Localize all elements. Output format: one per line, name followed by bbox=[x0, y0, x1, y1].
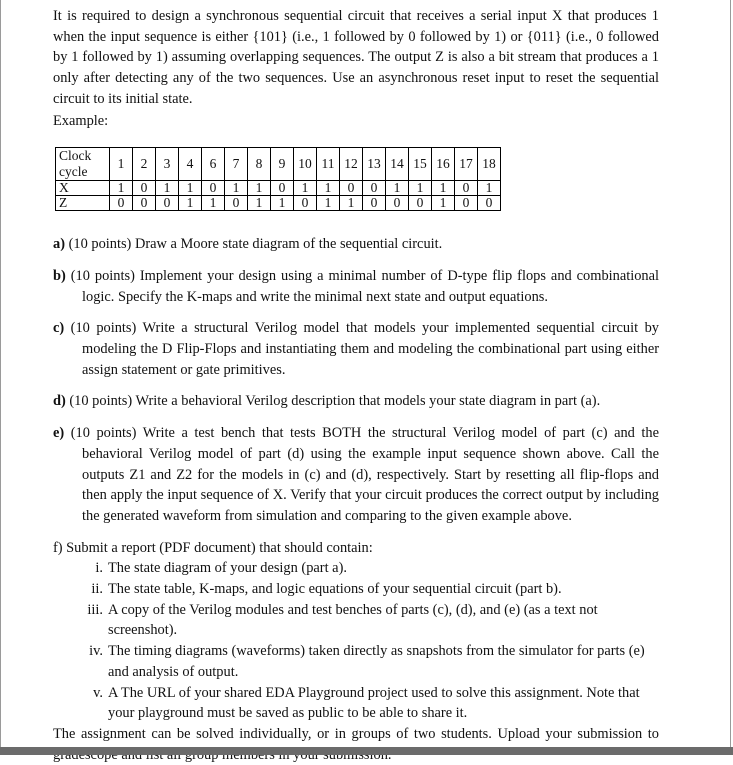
question-text: Write a structural Verilog model that models your implemented sequential circuit by modeling the D Flip-Flops and instantiating them and modeling the combinational part using either assign statement or gate primitives. bbox=[82, 320, 659, 378]
x-row bbox=[56, 181, 501, 196]
x-value-cell: 0 bbox=[271, 181, 294, 196]
report-item-number: ii. bbox=[91, 581, 103, 598]
question-item bbox=[53, 266, 659, 307]
z-value-cell: 0 bbox=[133, 196, 156, 211]
z-value-cell: 1 bbox=[248, 196, 271, 211]
z-value-cell: 1 bbox=[340, 196, 363, 211]
clock-cell: 11 bbox=[317, 148, 340, 181]
report-item-text: A The URL of your shared EDA Playground project used to solve this assignment. Note that your playground must be saved as public to be able to share it. bbox=[108, 684, 640, 722]
clock-cell: 4 bbox=[179, 148, 202, 181]
report-item-text: A copy of the Verilog modules and test benches of parts (c), (d), and (e) (as a text not screenshot). bbox=[108, 601, 598, 639]
x-value-cell: 1 bbox=[478, 181, 501, 196]
z-value-cell: 0 bbox=[363, 196, 386, 211]
example-label: Example: bbox=[53, 112, 109, 129]
question-item bbox=[53, 234, 659, 255]
clock-cell: 2 bbox=[133, 148, 156, 181]
clock-cell: 3 bbox=[156, 148, 179, 181]
clock-cell: 8 bbox=[248, 148, 271, 181]
x-label: X bbox=[56, 181, 110, 196]
x-value-cell: 1 bbox=[179, 181, 202, 196]
report-item-text: The timing diagrams (waveforms) taken directly as snapshots from the simulator for parts (e) and analysis of output. bbox=[108, 643, 645, 680]
question-text: Write a behavioral Verilog description that models your state diagram in part (a). bbox=[135, 393, 601, 410]
clock-cell: 13 bbox=[363, 148, 386, 181]
x-value-cell: 0 bbox=[202, 181, 225, 196]
question-tag: a) bbox=[53, 236, 65, 253]
report-item-number: iv. bbox=[89, 643, 103, 660]
report-item bbox=[53, 558, 659, 579]
clock-cell: 18 bbox=[478, 148, 501, 181]
z-value-cell: 1 bbox=[202, 196, 225, 211]
clock-cell: 10 bbox=[294, 148, 317, 181]
question-points: (10 points) bbox=[64, 425, 143, 442]
x-value-cell: 1 bbox=[386, 181, 409, 196]
x-value-cell: 1 bbox=[294, 181, 317, 196]
report-item-number: iii. bbox=[87, 601, 103, 618]
report-item-text: The state diagram of your design (part a). bbox=[108, 560, 347, 577]
question-text: Draw a Moore state diagram of the sequential circuit. bbox=[134, 236, 443, 253]
clock-cycle-label: Clock cycle bbox=[56, 148, 110, 181]
question-points: (10 points) bbox=[65, 393, 136, 410]
z-value-cell: 1 bbox=[432, 196, 455, 211]
x-value-cell: 0 bbox=[340, 181, 363, 196]
question-points: (10 points) bbox=[64, 320, 143, 337]
clock-cell: 17 bbox=[455, 148, 478, 181]
z-value-cell: 0 bbox=[455, 196, 478, 211]
question-item bbox=[53, 318, 659, 380]
clock-cell: 14 bbox=[386, 148, 409, 181]
clock-cell: 15 bbox=[409, 148, 432, 181]
report-item-number: v. bbox=[93, 684, 103, 701]
report-item bbox=[53, 579, 659, 600]
clock-row bbox=[56, 148, 501, 181]
x-value-cell: 1 bbox=[156, 181, 179, 196]
question-points: (10 points) bbox=[65, 236, 135, 253]
report-heading: f) Submit a report (PDF document) that should contain: bbox=[53, 539, 373, 556]
x-value-cell: 1 bbox=[248, 181, 271, 196]
question-tag: c) bbox=[53, 320, 65, 337]
z-label: Z bbox=[56, 196, 110, 211]
z-value-cell: 0 bbox=[110, 196, 133, 211]
report-item bbox=[53, 641, 659, 682]
question-tag: e) bbox=[53, 425, 65, 442]
z-value-cell: 1 bbox=[271, 196, 294, 211]
z-value-cell: 0 bbox=[156, 196, 179, 211]
intro-paragraph: It is required to design a synchronous sequential circuit that receives a serial input X that produces 1 when the input sequence is either {101} (i.e., 1 followed by 0 followed by 1) or {011} (i.e., 0 followed by 1 followed by 1) assuming overlapping sequences. The output Z is also a bit stream that produces a 1 only after detecting any of the two sequences. Use an asynchronous reset input to reset the sequential circuit to its initial state. bbox=[53, 8, 659, 107]
x-value-cell: 0 bbox=[133, 181, 156, 196]
sequence-table bbox=[55, 147, 501, 211]
x-value-cell: 1 bbox=[317, 181, 340, 196]
clock-cell: 1 bbox=[110, 148, 133, 181]
report-items-list bbox=[53, 558, 659, 724]
x-value-cell: 0 bbox=[363, 181, 386, 196]
question-points: (10 points) bbox=[65, 267, 140, 284]
clock-cell: 7 bbox=[225, 148, 248, 181]
question-tag: b) bbox=[53, 267, 66, 284]
question-item bbox=[53, 391, 659, 412]
question-text: Write a test bench that tests BOTH the structural Verilog model of part (c) and the behavioral Verilog model of part (d) using the example input sequence shown above. Call the outputs Z1 and Z2 for the models in (c) and (d), respectively. Start by resetting all flip-flops and then apply the input sequence of X. Verify that your circuit produces the correct output by including the generated waveform from simulation and comparing to the given example above. bbox=[82, 425, 659, 524]
z-value-cell: 0 bbox=[225, 196, 248, 211]
page-bottom-border bbox=[0, 747, 733, 755]
report-item bbox=[53, 683, 659, 724]
questions-list bbox=[53, 234, 659, 526]
z-value-cell: 1 bbox=[179, 196, 202, 211]
z-value-cell: 1 bbox=[317, 196, 340, 211]
final-paragraph: The assignment can be solved individually, or in groups of two students. Upload your submission to bbox=[53, 725, 659, 742]
clock-cell: 12 bbox=[340, 148, 363, 181]
x-value-cell: 1 bbox=[225, 181, 248, 196]
clock-cell: 9 bbox=[271, 148, 294, 181]
report-item bbox=[53, 600, 659, 641]
x-value-cell: 0 bbox=[455, 181, 478, 196]
z-value-cell: 0 bbox=[386, 196, 409, 211]
question-item bbox=[53, 423, 659, 527]
x-value-cell: 1 bbox=[409, 181, 432, 196]
report-item-text: The state table, K-maps, and logic equations of your sequential circuit (part b). bbox=[108, 581, 562, 598]
z-value-cell: 0 bbox=[409, 196, 432, 211]
report-item-number: i. bbox=[95, 560, 103, 577]
question-tag: d) bbox=[53, 393, 66, 410]
x-value-cell: 1 bbox=[432, 181, 455, 196]
z-value-cell: 0 bbox=[478, 196, 501, 211]
document-content bbox=[53, 6, 659, 765]
clock-cell: 16 bbox=[432, 148, 455, 181]
clock-cell: 6 bbox=[202, 148, 225, 181]
z-row bbox=[56, 196, 501, 211]
x-value-cell: 1 bbox=[110, 181, 133, 196]
z-value-cell: 0 bbox=[294, 196, 317, 211]
question-text: Implement your design using a minimal number of D-type flip flops and combinational logic. Specify the K-maps and write the minimal next state and output equations. bbox=[82, 267, 659, 305]
